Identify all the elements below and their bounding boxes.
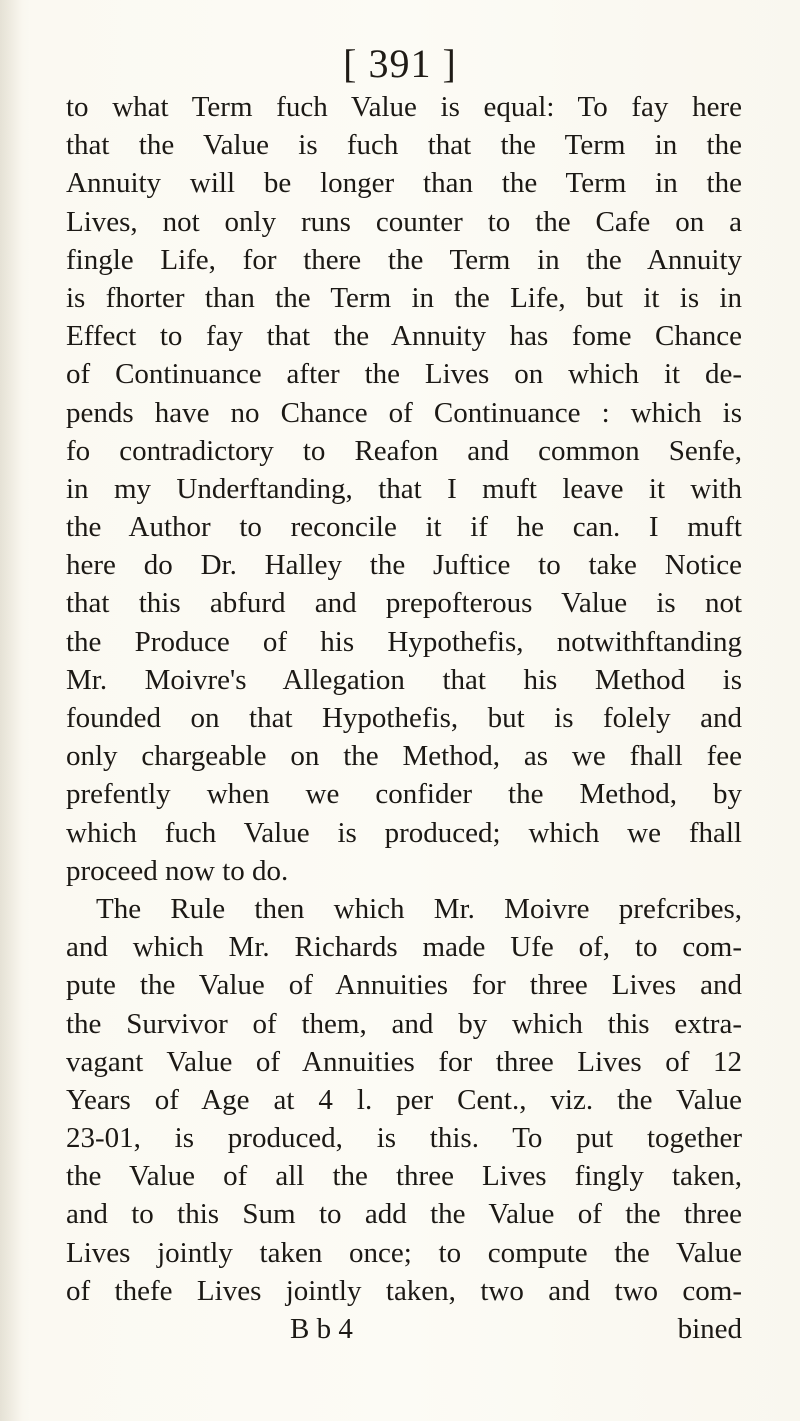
text-line: founded on that Hypothefis, but is folely and [66, 702, 742, 734]
text-line: Mr. Moivre's Allegation that his Method is [66, 663, 742, 696]
text-line: Lives jointly taken once; to compute the Value [66, 1236, 742, 1269]
text-line: that the Value is fuch that the Term in the [66, 129, 742, 162]
text-line: pends have no Chance of Continuance : which is [66, 396, 742, 429]
text-line: Effect to fay that the Annuity has fome Chance [66, 320, 742, 353]
text-line: and to this Sum to add the Value of the three [66, 1198, 742, 1231]
text-line: fo contradictory to Reafon and common Senfe, [66, 434, 742, 467]
text-line: here do Dr. Halley the Juftice to take Notice [66, 549, 742, 582]
text-line: the Survivor of them, and by which this extra- [66, 1007, 742, 1040]
text-line: the Value of all the three Lives fingly taken, [66, 1160, 742, 1193]
text-line: pute the Value of Annuities for three Lives and [66, 969, 742, 1002]
text-line: that this abfurd and prepofterous Value is not [66, 587, 742, 620]
text-line: Lives, not only runs counter to the Cafe on a [66, 205, 742, 238]
catchword: bined [677, 1313, 742, 1345]
text-line: Years of Age at 4 l. per Cent., viz. the Value [66, 1083, 742, 1116]
text-line: 23-01, is produced, is this. To put together [66, 1122, 742, 1155]
text-line: and which Mr. Richards made Ufe of, to com- [66, 931, 742, 964]
text-line-paragraph-end: proceed now to do. [66, 854, 289, 887]
text-line: the Author to reconcile it if he can. I muft [66, 511, 742, 544]
text-line: the Produce of his Hypothefis, notwithftanding [66, 625, 742, 658]
text-line: of thefe Lives jointly taken, two and two com- [66, 1274, 742, 1307]
text-line: only chargeable on the Method, as we fhall fee [66, 740, 742, 773]
text-line: vagant Value of Annuities for three Lives of 12 [66, 1045, 742, 1078]
text-line: fingle Life, for there the Term in the Annuity [66, 243, 742, 276]
signature-mark: B b 4 [290, 1313, 353, 1345]
text-line: Annuity will be longer than the Term in the [66, 167, 742, 200]
text-line: in my Underftanding, that I muft leave it with [66, 472, 742, 505]
text-line: to what Term fuch Value is equal: To fay here [66, 91, 742, 123]
page-number: [ 391 ] [343, 41, 457, 86]
page-footer [66, 1310, 742, 1348]
page-gutter-shadow [0, 0, 22, 1421]
text-line: is fhorter than the Term in the Life, but it is in [66, 281, 742, 314]
text-line: of Continuance after the Lives on which it de- [66, 358, 742, 391]
text-line-paragraph-start: The Rule then which Mr. Moivre prefcribes, [96, 892, 742, 925]
text-line: which fuch Value is produced; which we fhall [66, 816, 742, 849]
body-text [66, 88, 742, 1348]
text-line: prefently when we confider the Method, by [66, 778, 742, 811]
